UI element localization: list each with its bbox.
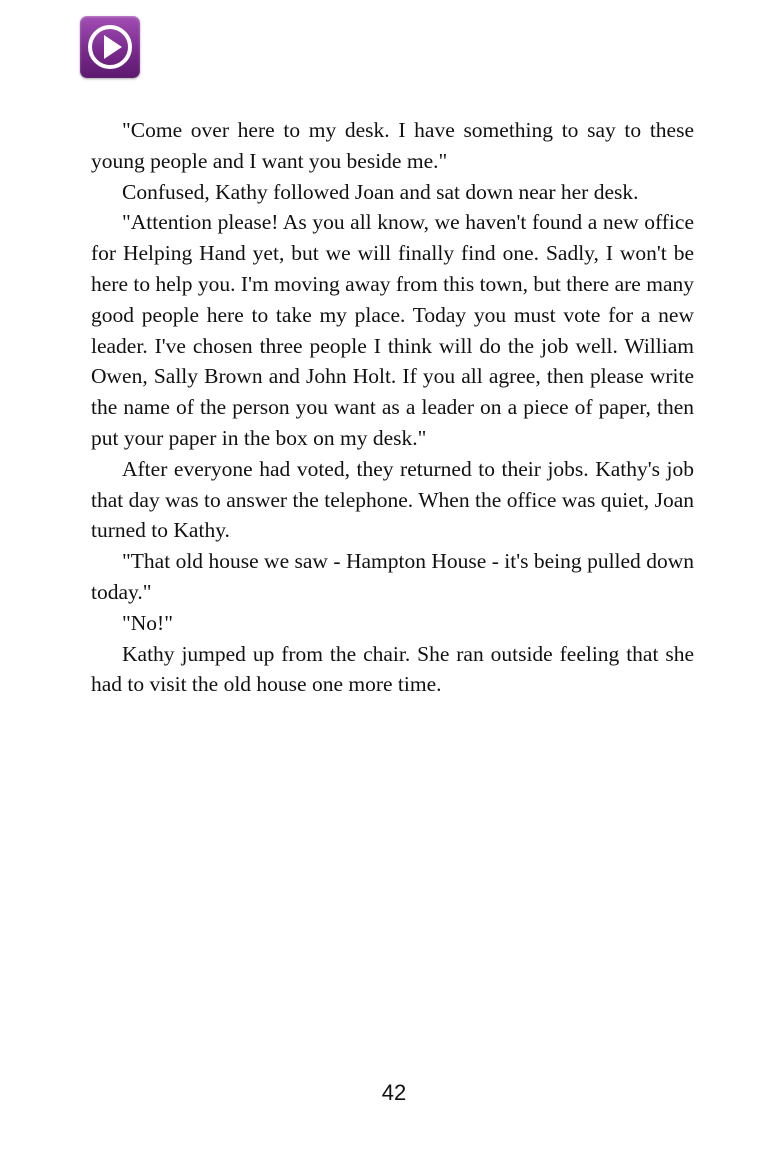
paragraph: "Come over here to my desk. I have something to say to these young people and I want you beside me." xyxy=(91,118,694,173)
story-text xyxy=(91,115,694,700)
page-number: 42 xyxy=(381,1080,407,1105)
paragraph: Confused, Kathy followed Joan and sat down near her desk. xyxy=(122,179,639,204)
paragraph: "That old house we saw - Hampton House - it's being pulled down today." xyxy=(91,549,694,604)
paragraph: Kathy jumped up from the chair. She ran outside feeling that she had to visit the old house one more time. xyxy=(91,641,694,697)
play-audio-button[interactable] xyxy=(80,16,140,78)
paragraph: "No!" xyxy=(122,610,173,635)
paragraph: "Attention please! As you all know, we haven't found a new office for Helping Hand yet, but we will finally find one. Sadly, I won't be here to help you. I'm moving away from this town, but there are many good people here to take my place. Today you must vote for a new leader. I've chosen three people I think will do the job well. William Owen, Sally Brown and John Holt. If you all agree, then please write the name of the person you want as a leader on a piece of paper, then put your paper in the box on my desk." xyxy=(91,210,694,450)
play-icon xyxy=(80,16,140,78)
paragraph: After everyone had voted, they returned to their jobs. Kathy's job that day was to answer the telephone. When the office was quiet, Joan turned to Kathy. xyxy=(91,456,694,543)
